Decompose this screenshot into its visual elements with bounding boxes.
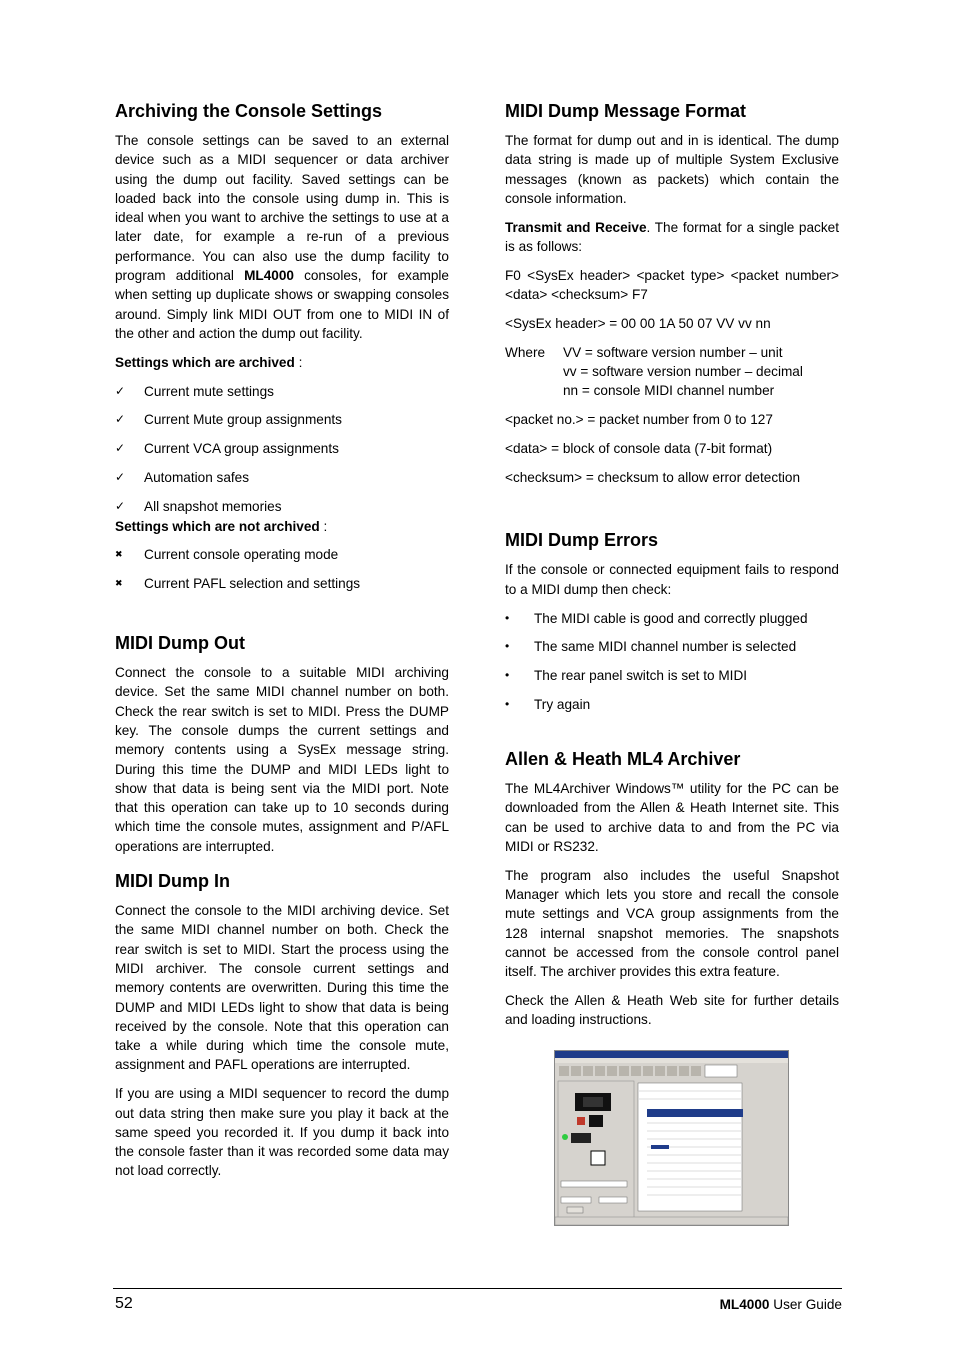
footer-rule [113,1288,842,1289]
sysex-header: <SysEx header> = 00 00 1A 50 07 VV vv nn [505,315,771,331]
data-def: <data> = block of console data (7-bit format) [505,440,773,456]
transmit-receive: Transmit and Receive. The format for a single packet is as follows: [505,219,839,254]
dump-in-body-2: If you are using a MIDI sequencer to record the dump out data string then make sure you play it back at the same speed you recorded it. If you dump it back into the console faster than it was recorded some data may not load correctly. [115,1086,449,1179]
packet-format: F0 <SysEx header> <packet type> <packet number> <data> <checksum> F7 [505,267,839,303]
list-item: ✓ Current VCA group assignments [115,439,449,458]
archiver-body-3: Check the Allen & Heath Web site for further details and loading instructions. [505,993,839,1028]
list-item: ✓ Automation safes [115,468,449,487]
archiver-heading: Allen & Heath ML4 Archiver [505,749,741,770]
archiving-heading: Archiving the Console Settings [115,101,383,121]
check-icon: ✓ [115,470,126,485]
list-item: ✓ All snapshot memories [115,497,449,516]
dump-out-body: Connect the console to a suitable MIDI archiving device. Set the same MIDI channel number on both. Check the rear switch is set to MIDI. Press the DUMP key. The console dumps the current settings and memory contents using a SysEx message string. During this time the DUMP and MIDI LEDs light to show that data is being sent via the MIDI port. Note that this operation can take up to 10 seconds during which time the console mutes, assignment and P/AFL operations are interrupted. [115,665,449,854]
list-item: ✖ Current PAFL selection and settings [115,574,449,593]
list-item: ✖ Current console operating mode [115,545,449,564]
archiver-body-2: The program also includes the useful Snapshot Manager which lets you store and recall the console mute settings and VCA group assignments from the 128 internal snapshot memories. The snapshots cannot be accessed from the console control panel itself. The archiver provides this extra feature. [505,867,839,980]
screenshot-graphic [555,1051,788,1225]
list-item: ✓ Current Mute group assignments [115,410,449,429]
errors-heading: MIDI Dump Errors [505,530,659,551]
cross-icon: ✖ [115,549,123,560]
list-item: • Try again [505,695,839,714]
list-item: ✓ Current mute settings [115,382,449,401]
dump-out-heading: MIDI Dump Out [115,633,245,654]
archiver-body-1: The ML4Archiver Windows™ utility for the PC can be downloaded from the Allen & Heath Internet site. This can be used to archive data to and from the PC via MIDI or RS232. [505,781,839,854]
where-block: Where VV = software version number – unit vv = software version number – decimal nn = console MIDI channel number [505,343,839,401]
archived-label: Settings which are archived : [115,354,303,370]
archiver-screenshot [554,1050,789,1226]
dump-in-heading: MIDI Dump In [115,871,230,892]
list-item: • The rear panel switch is set to MIDI [505,666,839,685]
check-icon: ✓ [115,412,126,427]
check-icon: ✓ [115,499,126,514]
errors-list [505,609,839,715]
bullet-icon: • [505,610,510,625]
checksum-def: <checksum> = checksum to allow error detection [505,469,801,485]
bullet-icon: • [505,697,510,712]
check-icon: ✓ [115,441,126,456]
left-column [115,100,449,1190]
check-icon: ✓ [115,383,126,398]
not-archived-label: Settings which are not archived : [115,518,328,534]
format-heading: MIDI Dump Message Format [505,101,747,121]
archiving-body: The console settings can be saved to an external device such as a MIDI sequencer or data archiver using the dump out facility. Saved settings can be loaded back into the console using dump in. This is ideal when you want to archive the settings to use at a later date, for example a re-run of a previous performance. You can also use the dump facility to program additional ML4000 consoles, for example when setting up duplicate shows or swapping consoles around. Simply link MIDI OUT from one to MIDI IN of the other and action the dump out facility. [115,133,449,341]
where-line: VV = software version number – unit [563,344,783,360]
footer-title: ML4000 User Guide [719,1297,842,1312]
packet-no: <packet no.> = packet number from 0 to 127 [505,412,773,428]
format-body: The format for dump out and in is identical. The dump data string is made up of multiple System Exclusive messages (known as packets) which contain the console information. [505,133,839,206]
bullet-icon: • [505,668,510,683]
where-line: nn = console MIDI channel number [563,383,775,399]
right-column [505,100,839,1226]
list-item: • The same MIDI channel number is selected [505,637,839,656]
errors-body: If the console or connected equipment fails to respond to a MIDI dump then check: [505,562,839,597]
bullet-icon: • [505,639,510,654]
dump-in-body-1: Connect the console to the MIDI archiving device. Set the same MIDI channel number on both. Check the rear switch is set to MIDI. Start the process using the MIDI archiver. The console current settings and memory contents are overwritten. During this time the DUMP and MIDI LEDs light to show that data is being received by the console. Note that this operation can take a while during which time the console mute, assignment and PAFL operations are interrupted. [115,903,449,1073]
where-line: vv = software version number – decimal [563,363,803,379]
list-item: • The MIDI cable is good and correctly plugged [505,609,839,628]
archived-list [115,382,449,517]
not-archived-list [115,545,449,593]
cross-icon: ✖ [115,578,123,589]
page-number: 52 [115,1295,133,1312]
